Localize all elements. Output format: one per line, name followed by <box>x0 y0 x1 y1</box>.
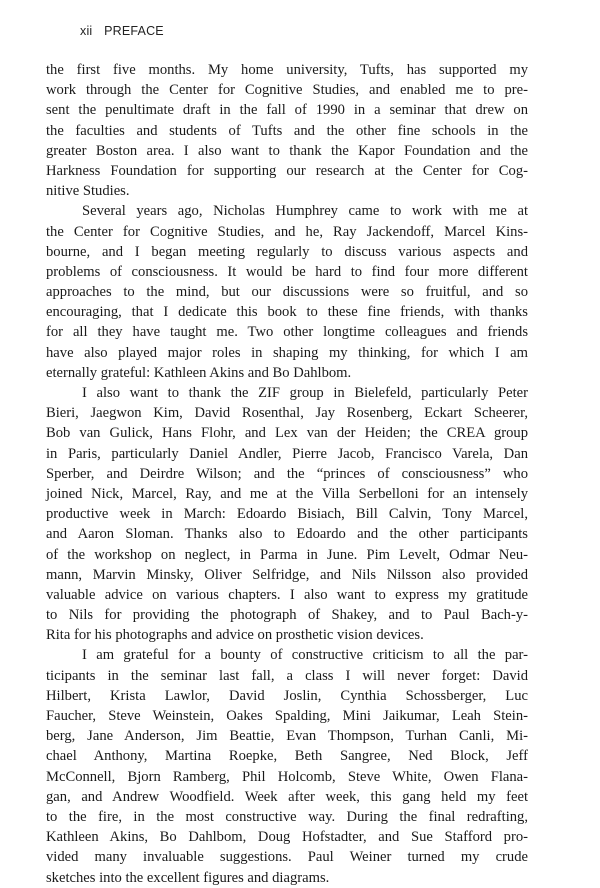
text-line: problems of consciousness. It would be hard to find four more different <box>46 263 528 280</box>
text-line: and Aaron Sloman. Thanks also to Edoardo and the other participants <box>46 526 528 543</box>
text-line: McConnell, Bjorn Ramberg, Phil Holcomb, Steve White, Owen Flana- <box>46 768 528 785</box>
text-line: the first five months. My home university, Tufts, has supported my <box>46 62 528 78</box>
paragraph <box>46 201 528 383</box>
text-line: eternally grateful: Kathleen Akins and Bo Dahlbom. <box>46 364 352 381</box>
text-line: joined Nick, Marcel, Ray, and me at the Villa Serbelloni for an intensely <box>46 485 528 502</box>
text-line: Bob van Gulick, Hans Flohr, and Lex van der Heiden; the CREA group <box>46 425 528 442</box>
text-line: valuable advice on various chapters. I also want to express my gratitude <box>46 586 528 603</box>
text-line: vided many invaluable suggestions. Paul Weiner turned my crude <box>46 849 528 866</box>
text-line: of the workshop on neglect, in Parma in June. Pim Levelt, Odmar Neu- <box>46 546 528 563</box>
text-line: I am grateful for a bounty of constructive criticism to all the par- <box>82 647 528 664</box>
text-line: berg, Jane Anderson, Jim Beattie, Evan Thompson, Turhan Canli, Mi- <box>46 728 528 745</box>
text-line: Faucher, Steve Weinstein, Oakes Spalding, Mini Jaikumar, Leah Stein- <box>46 708 528 724</box>
text-line: nitive Studies. <box>46 183 130 200</box>
text-line: to the fire, in the most constructive way. During the final redrafting, <box>46 808 528 825</box>
text-line: to Nils for providing the photograph of Shakey, and to Paul Bach-y- <box>46 607 528 624</box>
text-line: Rita for his photographs and advice on prosthetic vision devices. <box>46 627 424 644</box>
text-line: in Paris, particularly Daniel Andler, Pierre Jacob, Francisco Varela, Dan <box>46 445 528 462</box>
running-head <box>80 24 164 38</box>
text-line: Bieri, Jaegwon Kim, David Rosenthal, Jay Rosenberg, Eckart Scheerer, <box>46 405 528 422</box>
text-line: gan, and Andrew Woodfield. Week after week, this gang held my feet <box>46 788 528 805</box>
text-line: approaches to the mind, but our discussions were so fruitful, and so <box>46 284 528 301</box>
text-line: productive week in March: Edoardo Bisiach, Bill Calvin, Tony Marcel, <box>46 506 528 523</box>
text-line: for all they have taught me. Two other longtime colleagues and friends <box>46 324 528 341</box>
paragraph <box>46 383 528 645</box>
text-line: sketches into the excellent figures and diagrams. <box>46 869 330 886</box>
text-line: sent the penultimate draft in the fall of 1990 in a seminar that drew on <box>46 102 528 119</box>
text-line: Kathleen Akins, Bo Dahlbom, Doug Hofstadter, and Sue Stafford pro- <box>46 829 528 846</box>
text-line: the Center for Cognitive Studies, and he, Ray Jackendoff, Marcel Kins- <box>46 223 528 240</box>
text-line: chael Anthony, Martina Roepke, Beth Sangree, Ned Block, Jeff <box>46 748 528 765</box>
text-line: work through the Center for Cognitive Studies, and enabled me to pre- <box>46 82 528 99</box>
text-line: greater Boston area. I also want to thank the Kapor Foundation and the <box>46 142 528 159</box>
text-line: Hilbert, Krista Lawlor, David Joslin, Cynthia Schossberger, Luc <box>46 687 528 704</box>
text-line: Several years ago, Nicholas Humphrey came to work with me at <box>82 203 528 220</box>
text-line: Harkness Foundation for supporting our research at the Center for Cog- <box>46 162 528 179</box>
text-line: the faculties and students of Tufts and the other fine schools in the <box>46 122 528 139</box>
text-line: have also played major roles in shaping my thinking, for which I am <box>46 344 528 361</box>
section-title: PREFACE <box>104 24 164 38</box>
text-line: bourne, and I began meeting regularly to discuss various aspects and <box>46 243 528 260</box>
paragraph <box>46 645 528 887</box>
body-text <box>46 60 528 888</box>
text-line: mann, Marvin Minsky, Oliver Selfridge, and Nils Nilsson also provided <box>46 566 528 583</box>
page-number: xii <box>80 24 93 38</box>
paragraph <box>46 60 528 201</box>
text-line: Sperber, and Deirdre Wilson; and the “princes of consciousness” who <box>46 465 528 482</box>
text-line: encouraging, that I dedicate this book to these fine friends, with thanks <box>46 304 528 321</box>
text-line: I also want to thank the ZIF group in Bielefeld, particularly Peter <box>82 385 528 401</box>
text-line: ticipants in the seminar last fall, a class I will never forget: David <box>46 667 528 684</box>
